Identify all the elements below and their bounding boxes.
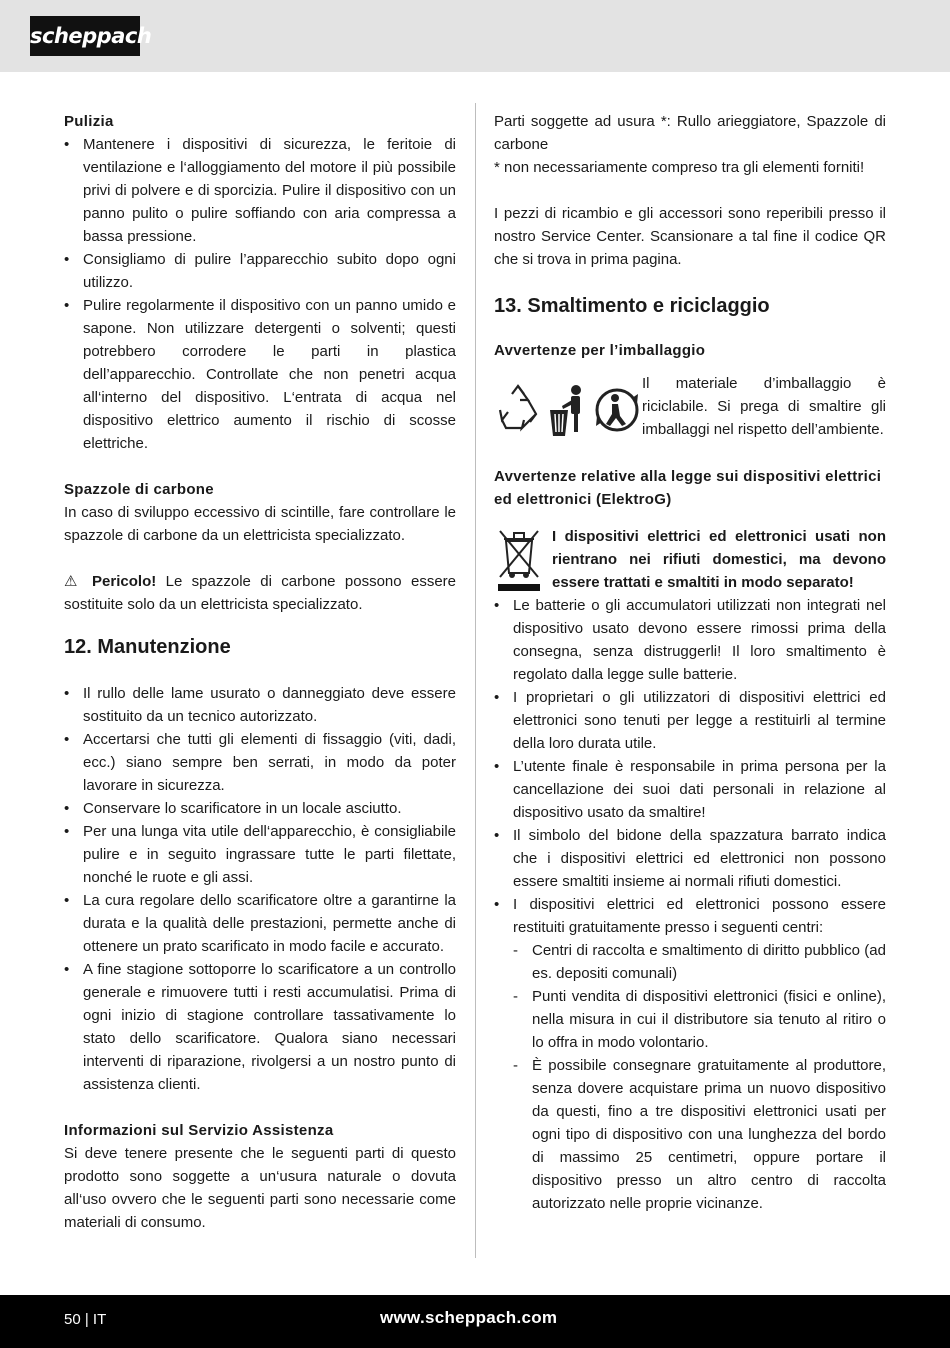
page-footer xyxy=(0,1295,950,1348)
list-item: • Accertarsi che tutti gli elementi di fissaggio (viti, dadi, ecc.) siano sempre ben serrati, in modo da poter lavorare in sicurezza. xyxy=(64,728,456,797)
spazzole-heading: Spazzole di carbone xyxy=(64,481,214,498)
list-item: • Mantenere i dispositivi di sicurezza, le feritoie di ventilazione e l‘alloggiamento del motore il più possibile privi di polvere e di sporcizia. Pulire il dispositivo con un panno pulito o pulire soffiando con aria compressa a bassa pressione. xyxy=(64,133,456,248)
note-text: * non necessariamente compreso tra gli elementi forniti! xyxy=(494,159,865,176)
list-item: • L’utente finale è responsabile in prima persona per la cancellazione dei suoi dati personali in relazione al dispositivo usato da smaltire! xyxy=(494,755,886,824)
manutenzione-list xyxy=(64,682,456,1096)
servizio-heading: Informazioni sul Servizio Assistenza xyxy=(64,1122,334,1139)
page-header xyxy=(0,0,950,72)
list-item: • Consigliamo di pulire l’apparecchio subito dopo ogni utilizzo. xyxy=(64,248,456,294)
ricambio-text: I pezzi di ricambio e gli accessori sono reperibili presso il nostro Service Center. Scansionare a tal fine il codice QR che si trova in prima pagina. xyxy=(494,205,886,268)
packaging-icons xyxy=(494,382,642,442)
list-item: • Il simbolo del bidone della spazzatura barrato indica che i dispositivi elettrici ed elettronici non possono essere smaltiti insieme ai normali rifiuti domestici. xyxy=(494,824,886,893)
recycle-person-icon xyxy=(592,382,642,438)
tidyman-icon xyxy=(544,382,590,438)
list-item: • La cura regolare dello scarificatore oltre a garantirne la durata e la qualità delle prestazioni, permette anche di ottenere un prato scarificato in modo facile e accurato. xyxy=(64,889,456,958)
crossed-bin-icon xyxy=(494,527,544,593)
warning-icon: ⚠ xyxy=(64,573,83,590)
smaltimento-heading: 13. Smaltimento e riciclaggio xyxy=(494,295,770,317)
weee-warning: I dispositivi elettrici ed elettronici usati non rientrano nei rifiuti domestici, ma devono essere trattati e smaltiti in modo separato! xyxy=(552,528,886,591)
elektrog-heading: Avvertenze relative alla legge sui dispositivi elettrici ed elettronici (ElektroG) xyxy=(494,468,882,508)
right-column xyxy=(494,110,886,1215)
pulizia-list xyxy=(64,133,456,455)
weee-list xyxy=(494,594,886,1215)
list-item: - Punti vendita di dispositivi elettronici (fisici e online), nella misura in cui il distributore sia tenuto al ritiro o lo offra in modo volontario. xyxy=(494,985,886,1054)
column-divider xyxy=(475,103,476,1258)
servizio-text: Si deve tenere presente che le seguenti parti di questo prodotto sono soggette a un‘usura naturale o dovuta all‘uso ovvero che le seguenti parti sono necessarie come materiali di consumo. xyxy=(64,1145,456,1231)
list-item: • Pulire regolarmente il dispositivo con un panno umido e sapone. Non utilizzare detergenti o solventi; questi potrebbero corrodere le parti in plastica dell’apparecchio. Controllate che non penetri acqua all‘interno del dispositivo. L‘entrata di acqua nel dispositivo elettrico aumento il rischio di scosse elettriche. xyxy=(64,294,456,455)
imballaggio-text: Il materiale d’imballaggio è riciclabile. Si prega di smaltire gli imballaggi nel rispetto dell’ambiente. xyxy=(642,375,886,438)
list-item: • Per una lunga vita utile dell‘apparecchio, è consigliabile pulire e in seguito ingrassare tutte le parti filettate, nonché le ruote e gli assi. xyxy=(64,820,456,889)
list-item: • A fine stagione sottoporre lo scarificatore a un controllo generale e rimuovere tutti i resti accumulatisi. Prima di ogni inizio di stagione controllare tassativamente lo stato dello scarificatore. Qualora siano necessari interventi di riparazione, rivolgersi a un nostro punto di assistenza clienti. xyxy=(64,958,456,1096)
pulizia-heading: Pulizia xyxy=(64,113,114,130)
list-item: • Le batterie o gli accumulatori utilizzati non integrati nel dispositivo usato devono essere rimossi prima della consegna, senza distruggerli! Il loro smaltimento è regolato dalla legge sulle batterie. xyxy=(494,594,886,686)
recycle-icon xyxy=(494,382,542,438)
manutenzione-heading: 12. Manutenzione xyxy=(64,636,231,658)
left-column xyxy=(64,110,456,1234)
list-item: - Centri di raccolta e smaltimento di diritto pubblico (ad es. depositi comunali) xyxy=(494,939,886,985)
pericolo-label: Pericolo! xyxy=(92,573,157,590)
list-item: - È possibile consegnare gratuitamente al produttore, senza dovere acquistare prima un nuovo dispositivo da questi, fino a tre dispositivi elettronici usati per ogni tipo di dispositivo con una lunghezza del bordo di massimo 25 centimetri, oppure portare il dispositivo presso un altro centro di raccolta autorizzato nelle proprie vicinanze. xyxy=(494,1054,886,1215)
website-link[interactable]: www.scheppach.com xyxy=(380,1308,558,1327)
spazzole-text: In caso di sviluppo eccessivo di scintille, fare controllare le spazzole di carbone da un elettricista specializzato. xyxy=(64,504,456,544)
list-item: • Conservare lo scarificatore in un locale asciutto. xyxy=(64,797,456,820)
page-number: 50 | IT xyxy=(64,1311,107,1328)
pericolo-warning xyxy=(64,570,456,616)
imballaggio-heading: Avvertenze per l’imballaggio xyxy=(494,342,706,359)
list-item: • Il rullo delle lame usurato o danneggiato deve essere sostituito da un tecnico autorizzato. xyxy=(64,682,456,728)
scheppach-logo: scheppach xyxy=(30,16,140,56)
weee-block xyxy=(494,525,886,594)
pericolo-text: Le spazzole di carbone possono essere sostituite solo da un elettricista specializzato. xyxy=(64,573,456,613)
imballaggio-block xyxy=(494,372,886,442)
list-item: • I dispositivi elettrici ed elettronici possono essere restituiti gratuitamente presso i seguenti centri: xyxy=(494,893,886,939)
parti-text: Parti soggette ad usura *: Rullo arieggiatore, Spazzole di carbone xyxy=(494,113,886,153)
list-item: • I proprietari o gli utilizzatori di dispositivi elettrici ed elettronici sono tenuti per legge a restituirli al termine della loro durata utile. xyxy=(494,686,886,755)
